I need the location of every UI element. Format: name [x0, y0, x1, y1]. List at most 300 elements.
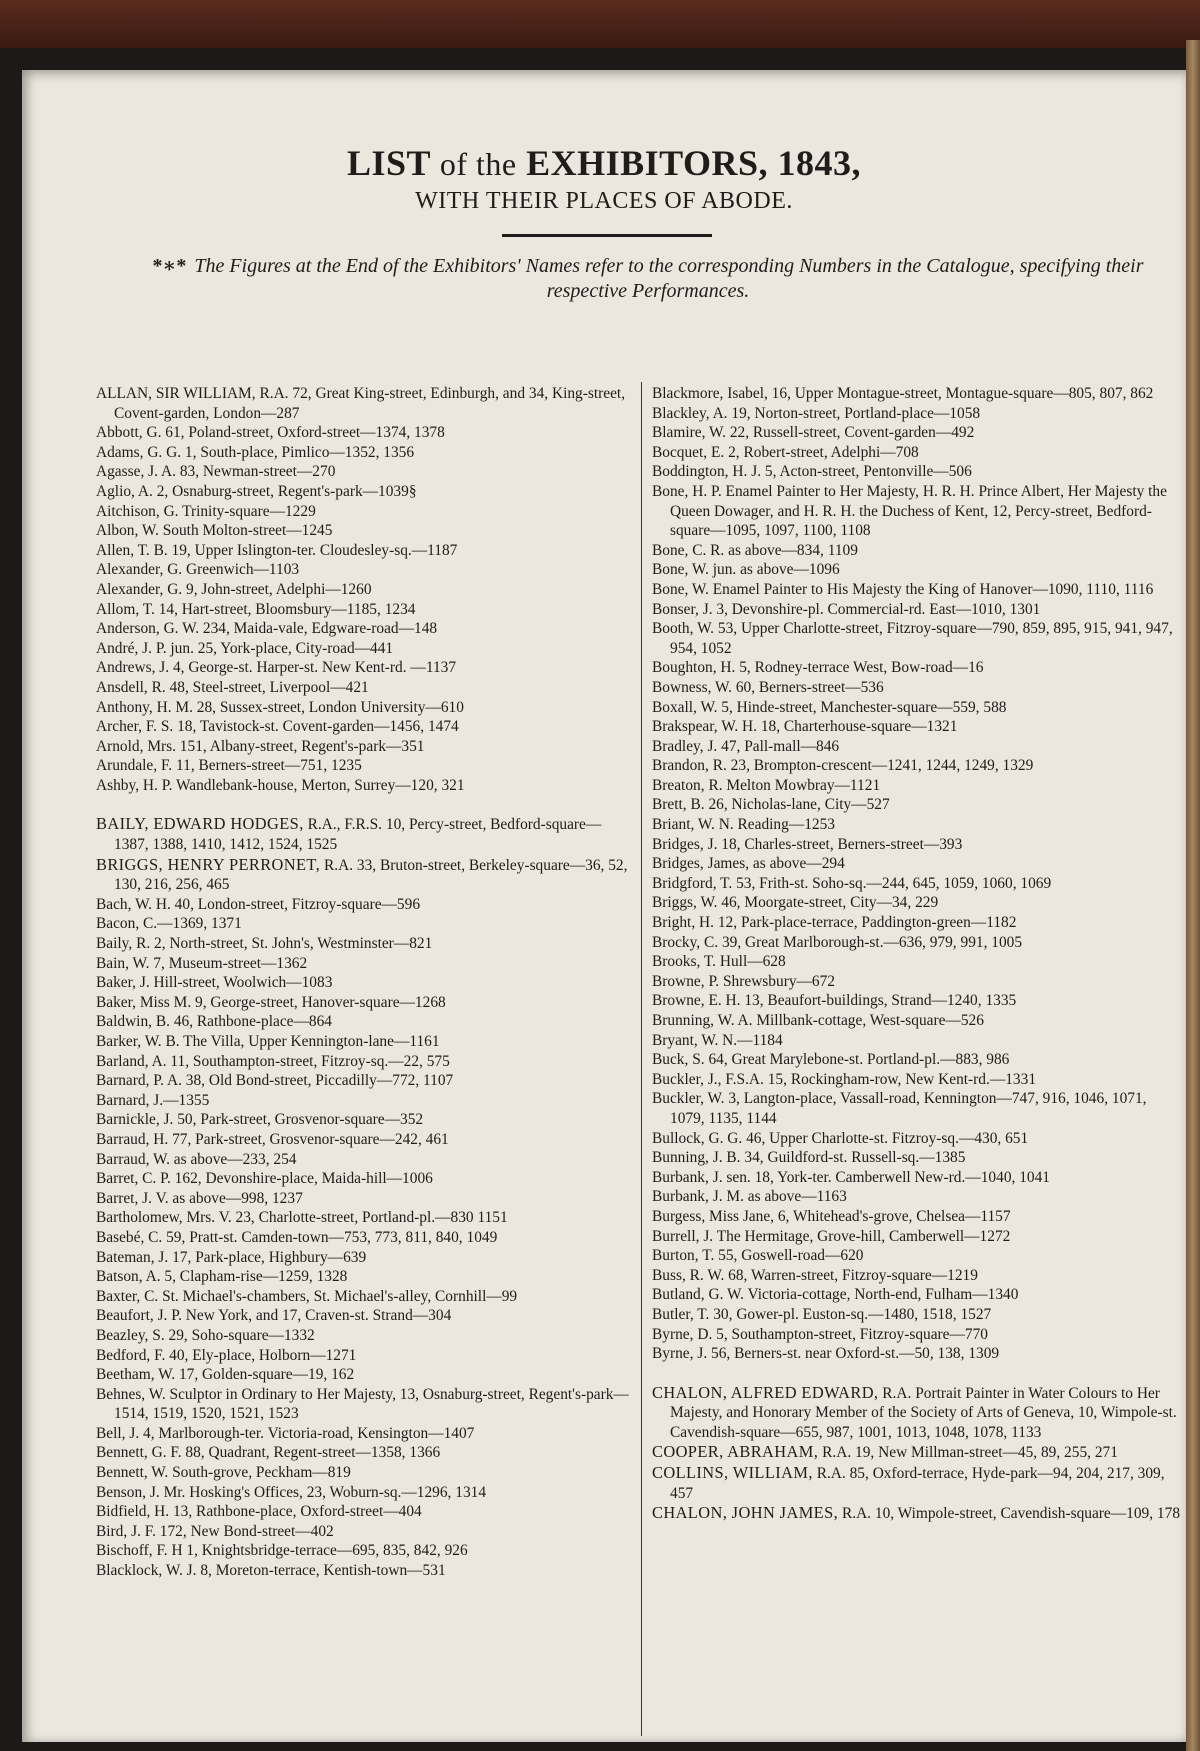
exhibitor-name: Anderson,: [96, 620, 160, 638]
exhibitor-name: Bischoff,: [96, 1542, 153, 1560]
exhibitor-entry: [96, 1169, 632, 1189]
exhibitor-entry: [96, 1385, 632, 1424]
exhibitor-name: Burgess,: [652, 1207, 706, 1225]
exhibitor-address-works: H. P. Enamel Painter to Her Majesty, H. R. H. Prince Albert, Her Majesty the Queen Dowager, and H. R. H. the Duchess of Kent, 12, Percy-street, Bedford-square—1095, 1097, 1100, 1108: [670, 482, 1167, 540]
exhibitor-entry: [652, 1227, 1182, 1247]
exhibitor-address-works: H. M. 28, Sussex-street, London University—610: [156, 698, 464, 716]
exhibitor-name: Arundale,: [96, 757, 158, 775]
exhibitor-name: Blackley,: [652, 404, 710, 422]
exhibitor-address-works: H. P. Wandlebank-house, Merton, Surrey—120, 321: [142, 776, 465, 794]
exhibitor-entry: [96, 954, 632, 974]
exhibitor-name: Blackmore,: [652, 385, 724, 402]
exhibitor-name: Baldwin,: [96, 1013, 153, 1031]
exhibitor-address-works: W. N. Reading—1253: [697, 816, 835, 834]
exhibitor-address-works: R. 48, Steel-street, Liverpool—421: [151, 678, 369, 696]
exhibitor-name: Agasse,: [96, 463, 145, 481]
catalogue-note: [118, 254, 1178, 304]
exhibitor-address-works: W. H. 40, London-street, Fitzroy-square—596: [135, 895, 421, 913]
exhibitor-entry: [96, 895, 632, 915]
page-subtitle: WITH THEIR PLACES OF ABODE.: [415, 188, 793, 214]
note-text: The Figures at the End of the Exhibitors' Names refer to the corresponding Numbers in the Catalogue, specifying their respective Performances.: [194, 255, 1144, 302]
exhibitor-address-works: W. Enamel Painter to His Majesty the King of Hanover—1090, 1110, 1116: [691, 580, 1154, 598]
exhibitor-entry: [652, 1246, 1182, 1266]
exhibitor-address-works: W. 53, Upper Charlotte-street, Fitzroy-square—790, 859, 895, 915, 941, 947, 954, 1052: [670, 620, 1173, 657]
exhibitor-name: Bone,: [652, 580, 689, 598]
exhibitor-name: Bach,: [96, 895, 132, 913]
exhibitor-name: Bartholomew,: [96, 1209, 183, 1227]
exhibitor-address-works: C. P. 162, Devonshire-place, Maida-hill—1006: [142, 1170, 433, 1188]
exhibitor-address-works: W. Sculptor in Ordinary to Her Majesty, 13, Osnaburg-street, Regent's-park—1514, 1519, 1520, 1521, 1523: [114, 1385, 629, 1423]
exhibitor-address-works: R.A. 33, Bruton-street, Berkeley-square—36, 52, 130, 216, 256, 465: [114, 856, 628, 894]
exhibitor-entry: [96, 1052, 632, 1072]
exhibitor-address-works: J.—1355: [153, 1091, 210, 1109]
exhibitor-entry: [652, 1129, 1182, 1149]
exhibitor-entry: [96, 619, 632, 639]
exhibitor-name: Bridgford,: [652, 874, 717, 892]
exhibitor-name: Bacon,: [96, 915, 140, 933]
exhibitor-address-works: J. 17, Park-place, Highbury—639: [158, 1248, 367, 1266]
exhibitor-address-works: B. 26, Nicholas-lane, City—527: [690, 796, 890, 814]
exhibitor-entry: [96, 993, 632, 1013]
exhibitor-entry: [652, 737, 1182, 757]
exhibitor-entry: [96, 1248, 632, 1268]
exhibitor-entry: [652, 1031, 1182, 1051]
exhibitor-address-works: W. H. 18, Charterhouse-square—1321: [721, 718, 958, 736]
exhibitor-name: Byrne,: [652, 1325, 694, 1343]
exhibitor-entry: [96, 737, 632, 757]
exhibitor-address-works: E. 2, Robert-street, Adelphi—708: [711, 443, 919, 461]
exhibitor-name: BAILY, EDWARD HODGES,: [96, 814, 304, 834]
exhibitor-entry: [96, 1091, 632, 1111]
exhibitor-address-works: R. Melton Mowbray—1121: [708, 776, 881, 794]
exhibitor-address-works: P. A. 38, Old Bond-street, Piccadilly—772, 1107: [153, 1072, 454, 1090]
exhibitor-name: Brandon,: [652, 757, 709, 775]
exhibitor-entry: [96, 1502, 632, 1522]
exhibitor-entry: [96, 658, 632, 678]
exhibitor-entry: [652, 443, 1182, 463]
exhibitor-entry: [96, 462, 632, 482]
exhibitor-address-works: C.—1369, 1371: [143, 915, 242, 933]
exhibitor-address-works: Mrs. V. 23, Charlotte-street, Portland-pl.—830 1151: [186, 1209, 508, 1227]
exhibitor-name: Barnard,: [96, 1091, 150, 1109]
exhibitor-entry: [652, 541, 1182, 561]
exhibitor-name: Barraud,: [96, 1130, 150, 1148]
exhibitor-address-works: H. 12, Park-place-terrace, Paddington-green—1182: [699, 914, 1017, 932]
exhibitor-name: Bright,: [652, 914, 696, 932]
exhibitor-entry: [652, 991, 1182, 1011]
exhibitor-name: André,: [96, 639, 139, 657]
exhibitor-entry: [652, 1503, 1182, 1524]
exhibitor-name: Basebé,: [96, 1228, 145, 1246]
exhibitor-entry: [96, 639, 632, 659]
exhibitor-address-works: J. A. 83, Newman-street—270: [148, 463, 336, 481]
exhibitor-entry: [96, 934, 632, 954]
exhibitor-address-works: H. 13, Rathbone-place, Oxford-street—404: [154, 1503, 422, 1521]
exhibitor-address-works: T. 55, Goswell-road—620: [702, 1247, 864, 1265]
exhibitor-address-works: R.A. 72, Great King-street, Edinburgh, and 34, King-street, Covent-garden, London—287: [114, 385, 626, 422]
exhibitor-name: Bridges,: [652, 835, 704, 853]
exhibitor-address-works: W. N.—1184: [701, 1031, 783, 1049]
exhibitor-address-works: R. W. 68, Warren-street, Fitzroy-square—1219: [689, 1266, 978, 1284]
exhibitor-address-works: B. 46, Rathbone-place—864: [155, 1013, 332, 1031]
exhibitor-address-works: E. H. 13, Beaufort-buildings, Strand—1240, 1335: [708, 992, 1017, 1010]
exhibitor-name: Brooks,: [652, 953, 701, 971]
exhibitor-entry: [652, 835, 1182, 855]
exhibitor-name: Breaton,: [652, 776, 705, 794]
exhibitor-name: Adams,: [96, 443, 144, 461]
exhibitor-name: Barnard,: [96, 1072, 150, 1090]
exhibitor-name: Albon,: [96, 522, 139, 540]
exhibitor-name: COOPER, ABRAHAM,: [652, 1442, 819, 1462]
exhibitor-entry: [96, 698, 632, 718]
exhibitor-address-works: J. 56, Berners-st. near Oxford-st.—50, 138, 1309: [697, 1345, 1000, 1363]
exhibitor-entry: [652, 580, 1182, 600]
title-list-word: LIST: [346, 143, 431, 183]
exhibitor-entry: [652, 952, 1182, 972]
exhibitor-name: Burbank,: [652, 1188, 709, 1206]
exhibitor-address-works: James, as above—294: [707, 855, 845, 873]
exhibitor-address-works: W. South Molton-street—1245: [141, 522, 333, 540]
exhibitor-entry: [96, 973, 632, 993]
book-cover-edge: [0, 0, 1200, 48]
exhibitor-address-works: W. 5, Hinde-street, Manchester-square—559, 588: [700, 698, 1007, 716]
exhibitor-name: Bryant,: [652, 1031, 698, 1049]
exhibitor-address-works: C. 39, Great Marlborough-st.—636, 979, 991, 1005: [704, 933, 1023, 951]
exhibitor-address-works: W. 60, Berners-street—536: [715, 678, 884, 696]
exhibitor-entry: [96, 1130, 632, 1150]
exhibitor-name: Batson,: [96, 1268, 143, 1286]
exhibitor-address-works: J. 4, George-st. Harper-st. New Kent-rd. —1137: [159, 659, 457, 677]
exhibitor-name: Bedford,: [96, 1346, 151, 1364]
exhibitor-address-works: R.A. 10, Wimpole-street, Cavendish-square—109, 178: [841, 1505, 1181, 1523]
exhibitor-name: COLLINS, WILLIAM,: [652, 1463, 813, 1483]
exhibitor-name: Bradley,: [652, 737, 704, 755]
exhibitor-name: Allom,: [96, 600, 140, 618]
exhibitor-name: Barret,: [96, 1170, 139, 1188]
exhibitor-entry: [652, 776, 1182, 796]
exhibitor-entry: [96, 580, 632, 600]
exhibitor-address-works: A. 19, Norton-street, Portland-place—1058: [712, 404, 981, 422]
exhibitor-entry: [652, 1207, 1182, 1227]
exhibitor-address-works: C. 59, Pratt-st. Camden-town—753, 773, 811, 840, 1049: [148, 1228, 498, 1246]
exhibitor-entry: [96, 1267, 632, 1287]
exhibitor-address-works: P. Shrewsbury—672: [708, 972, 835, 990]
exhibitor-entry: [652, 1285, 1182, 1305]
exhibitor-name: Bidfield,: [96, 1503, 151, 1521]
exhibitor-name: Bowness,: [652, 678, 712, 696]
exhibitor-entry: [652, 1187, 1182, 1207]
exhibitor-address-works: F. 11, Berners-street—751, 1235: [160, 757, 362, 775]
exhibitor-entry: [652, 1089, 1182, 1128]
exhibitor-entry: [96, 1346, 632, 1366]
exhibitor-entry: [652, 678, 1182, 698]
exhibitor-address-works: J. 50, Park-street, Grosvenor-square—352: [163, 1111, 424, 1129]
exhibitor-entry: [96, 678, 632, 698]
exhibitor-entry: [652, 560, 1182, 580]
exhibitor-address-works: J. F. 172, New Bond-street—402: [131, 1522, 334, 1540]
exhibitor-name: Arnold,: [96, 737, 144, 755]
exhibitor-name: Burton,: [652, 1247, 699, 1265]
exhibitor-entry: [96, 600, 632, 620]
exhibitor-entry: [652, 423, 1182, 443]
exhibitor-name: Beazley,: [96, 1326, 149, 1344]
exhibitor-list-left: [96, 384, 632, 1581]
exhibitor-address-works: G. W. 234, Maida-vale, Edgware-road—148: [163, 620, 438, 638]
exhibitor-address-works: H. J. 5, Acton-street, Pentonville—506: [732, 463, 972, 481]
exhibitor-entry: [652, 698, 1182, 718]
exhibitor-name: Browne,: [652, 992, 705, 1010]
exhibitor-entry: [96, 756, 632, 776]
exhibitor-name: ALLAN, SIR WILLIAM,: [96, 385, 256, 402]
exhibitor-name: Bone,: [652, 561, 689, 579]
exhibitor-name: Blamire,: [652, 424, 706, 442]
exhibitor-name: Butland,: [652, 1286, 705, 1304]
exhibitor-name: Bonser,: [652, 600, 699, 618]
exhibitor-name: Briggs,: [652, 894, 697, 912]
exhibitor-entry: [652, 893, 1182, 913]
exhibitor-address-works: G. F. 88, Quadrant, Regent-street—1358, 1366: [151, 1444, 441, 1462]
exhibitor-address-works: D. 5, Southampton-street, Fitzroy-square—770: [697, 1325, 988, 1343]
exhibitor-entry: [652, 619, 1182, 658]
exhibitor-entry: [96, 1561, 632, 1581]
exhibitor-entry: [652, 1442, 1182, 1463]
exhibitor-entry: [652, 1168, 1182, 1188]
exhibitor-address-works: J. V. as above—998, 1237: [142, 1189, 303, 1207]
exhibitor-name: Aglio,: [96, 482, 135, 500]
exhibitor-name: Beetham,: [96, 1366, 155, 1384]
exhibitor-name: Bridges,: [652, 855, 704, 873]
exhibitor-address-works: W. 17, Golden-square—19, 162: [158, 1366, 355, 1384]
exhibitor-name: Bennett,: [96, 1464, 148, 1482]
section-gap: [96, 795, 632, 814]
exhibitor-entry: [652, 795, 1182, 815]
exhibitor-address-works: J. Mr. Hosking's Offices, 23, Woburn-sq.—1296, 1314: [149, 1483, 487, 1501]
exhibitor-address-works: J. 18, Charles-street, Berners-street—393: [707, 835, 963, 853]
exhibitor-name: Barker,: [96, 1033, 142, 1050]
exhibitor-entry: [652, 1305, 1182, 1325]
exhibitor-name: Beaufort,: [96, 1307, 154, 1325]
exhibitor-name: Ansdell,: [96, 678, 148, 696]
exhibitor-address-works: J. 4, Marlborough-ter. Victoria-road, Kensington—1407: [129, 1424, 475, 1442]
exhibitor-entry: [96, 1306, 632, 1326]
exhibitor-entry: [652, 933, 1182, 953]
exhibitor-address-works: R.A. Portrait Painter in Water Colours to Her Majesty, and Honorary Member of the Society of Arts of Geneva, 10, Wimpole-st. Cavendish-square—655, 987, 1001, 1013, 1048, 1078, 1133: [670, 1384, 1177, 1441]
exhibitor-name: Barraud,: [96, 1150, 150, 1168]
exhibitor-name: Bain,: [96, 954, 129, 972]
exhibitor-address-works: Miss Jane, 6, Whitehead's-grove, Chelsea—1157: [709, 1207, 1011, 1225]
note-asterisks: *∗*: [152, 255, 187, 277]
exhibitor-address-works: F. 40, Ely-place, Holborn—1271: [154, 1346, 357, 1364]
exhibitor-entry: [652, 1070, 1182, 1090]
exhibitor-name: Buss,: [652, 1266, 686, 1284]
exhibitor-name: Baker,: [96, 974, 136, 992]
exhibitor-name: Aitchison,: [96, 502, 160, 520]
exhibitor-entry: [652, 404, 1182, 424]
exhibitor-name: Booth,: [652, 620, 694, 638]
exhibitor-name: Browne,: [652, 972, 705, 990]
exhibitor-entry: [96, 384, 632, 423]
exhibitor-address-works: G. G. 1, South-place, Pimlico—1352, 1356: [147, 443, 415, 461]
exhibitor-name: Blacklock,: [96, 1562, 163, 1580]
exhibitor-entry: [96, 482, 632, 502]
exhibitor-name: Bullock,: [652, 1129, 705, 1147]
exhibitor-name: Allen,: [96, 541, 135, 559]
exhibitor-address-works: R.A. 19, New Millman-street—45, 89, 255, 271: [822, 1444, 1118, 1462]
exhibitor-address-works: G. G. 46, Upper Charlotte-st. Fitzroy-sq.—430, 651: [708, 1129, 1029, 1147]
exhibitor-name: Bunning,: [652, 1149, 709, 1167]
exhibitor-entry: [96, 1287, 632, 1307]
exhibitor-name: Bocquet,: [652, 443, 708, 461]
exhibitor-name: Buckler,: [652, 1070, 704, 1088]
exhibitor-name: Brocky,: [652, 933, 701, 951]
exhibitor-entry: [652, 815, 1182, 835]
exhibitor-entry: [652, 874, 1182, 894]
exhibitor-address-works: W. jun. as above—1096: [691, 561, 840, 579]
catalogue-page: [22, 70, 1186, 1742]
exhibitor-list-right: [652, 384, 1182, 1524]
exhibitor-entry: [96, 1228, 632, 1248]
exhibitor-entry: [96, 1150, 632, 1170]
exhibitor-name: Brunning,: [652, 1012, 714, 1029]
exhibitor-address-works: J. sen. 18, York-ter. Camberwell New-rd.—1040, 1041: [712, 1168, 1050, 1186]
exhibitor-address-works: A. 11, Southampton-street, Fitzroy-sq.—22, 575: [151, 1052, 450, 1070]
exhibitor-address-works: J. P. jun. 25, York-place, City-road—441: [142, 639, 394, 657]
exhibitor-name: Boddington,: [652, 463, 729, 481]
exhibitor-address-works: S. 29, Soho-square—1332: [152, 1326, 315, 1344]
exhibitor-address-works: J. 3, Devonshire-pl. Commercial-rd. East—1010, 1301: [702, 600, 1041, 618]
exhibitor-address-works: A. 2, Osnaburg-street, Regent's-park—1039§: [137, 482, 417, 500]
exhibitor-entry: [652, 756, 1182, 776]
exhibitor-name: Brakspear,: [652, 718, 718, 736]
title-rule: [502, 234, 712, 237]
exhibitor-name: Barnickle,: [96, 1111, 160, 1129]
exhibitor-entry: [96, 560, 632, 580]
exhibitor-name: Buckler,: [652, 1090, 704, 1108]
exhibitor-address-works: T. Hull—628: [703, 953, 786, 971]
exhibitor-entry: [96, 1032, 632, 1052]
exhibitor-name: Alexander,: [96, 580, 164, 598]
exhibitor-entry: [652, 1011, 1182, 1031]
exhibitor-address-works: J. M. as above—1163: [712, 1188, 847, 1206]
exhibitor-name: Benson,: [96, 1483, 147, 1501]
exhibitor-entry: [96, 814, 632, 854]
exhibitor-entry: [96, 541, 632, 561]
exhibitor-entry: [652, 600, 1182, 620]
exhibitor-entry: [652, 1383, 1182, 1443]
exhibitor-entry: [96, 1522, 632, 1542]
exhibitor-entry: [652, 482, 1182, 541]
exhibitor-name: Bird,: [96, 1522, 128, 1540]
exhibitor-entry: [652, 913, 1182, 933]
title-main-words: EXHIBITORS, 1843,: [526, 143, 862, 183]
exhibitor-name: Baker,: [96, 993, 136, 1011]
exhibitor-address-works: J. Hill-street, Woolwich—1083: [139, 974, 333, 992]
exhibitor-entry: [96, 1110, 632, 1130]
column-divider: [641, 382, 642, 1736]
exhibitor-name: Bennett,: [96, 1444, 148, 1462]
exhibitor-entry: [652, 717, 1182, 737]
exhibitor-name: Ashby,: [96, 776, 140, 794]
exhibitor-entry: [652, 462, 1182, 482]
exhibitor-entry: [96, 855, 632, 895]
exhibitor-name: Burrell,: [652, 1227, 700, 1245]
exhibitor-address-works: A. 5, Clapham-rise—1259, 1328: [145, 1268, 348, 1286]
exhibitor-entry: [652, 1463, 1182, 1503]
exhibitor-name: Brett,: [652, 796, 687, 814]
exhibitor-entry: [96, 1208, 632, 1228]
exhibitor-address-works: H. 5, Rodney-terrace West, Bow-road—16: [720, 659, 984, 677]
section-gap: [652, 1364, 1182, 1383]
exhibitor-address-works: W. South-grove, Peckham—819: [151, 1464, 351, 1482]
exhibitor-address-works: W. J. 8, Moreton-terrace, Kentish-town—531: [165, 1562, 446, 1580]
exhibitor-entry: [96, 502, 632, 522]
exhibitor-address-works: J. The Hermitage, Grove-hill, Camberwell—1272: [703, 1227, 1011, 1245]
exhibitor-name: Briant,: [652, 816, 695, 834]
exhibitor-address-works: T. 53, Frith-st. Soho-sq.—244, 645, 1059, 1060, 1069: [720, 874, 1052, 892]
exhibitor-name: Behnes,: [96, 1385, 146, 1403]
exhibitor-address-works: R.A., F.R.S. 10, Percy-street, Bedford-square—1387, 1388, 1410, 1412, 1524, 1525: [114, 816, 602, 854]
exhibitor-address-works: R.A. 85, Oxford-terrace, Hyde-park—94, 204, 217, 309, 457: [670, 1465, 1165, 1502]
exhibitor-address-works: R. 23, Brompton-crescent—1241, 1244, 1249, 1329: [712, 757, 1034, 775]
exhibitor-name: Butler,: [652, 1305, 694, 1323]
exhibitor-entry: [96, 914, 632, 934]
exhibitor-name: Bone,: [652, 541, 689, 559]
exhibitor-address-works: C. R. as above—834, 1109: [692, 541, 858, 559]
exhibitor-address-works: W. B. The Villa, Upper Kennington-lane—1161: [144, 1033, 440, 1050]
exhibitor-name: Bone,: [652, 482, 689, 500]
exhibitor-address-works: G. W. Victoria-cottage, North-end, Fulham—1340: [708, 1286, 1019, 1304]
exhibitor-name: Boughton,: [652, 659, 717, 677]
exhibitor-address-works: J. P. New York, and 17, Craven-st. Strand—304: [157, 1307, 452, 1325]
exhibitor-entry: [96, 1071, 632, 1091]
exhibitor-entry: [96, 1012, 632, 1032]
exhibitor-address-works: Isabel, 16, Upper Montague-street, Montague-square—805, 807, 862: [727, 385, 1154, 402]
exhibitor-name: CHALON, JOHN JAMES,: [652, 1503, 839, 1523]
exhibitor-name: Abbott,: [96, 424, 143, 442]
exhibitor-address-works: Mrs. 151, Albany-street, Regent's-park—351: [147, 737, 425, 755]
exhibitor-address-works: J. B. 34, Guildford-st. Russell-sq.—1385: [712, 1149, 966, 1167]
exhibitor-name: Byrne,: [652, 1345, 694, 1363]
exhibitor-name: Bateman,: [96, 1248, 155, 1266]
exhibitor-entry: [652, 1050, 1182, 1070]
exhibitor-address-works: W. 46, Moorgate-street, City—34, 229: [700, 894, 939, 912]
exhibitor-address-works: W. A. Millbank-cottage, West-square—526: [717, 1012, 984, 1029]
exhibitor-name: Barland,: [96, 1052, 149, 1070]
exhibitor-name: CHALON, ALFRED EDWARD,: [652, 1382, 879, 1402]
exhibitor-address-works: C. St. Michael's-chambers, St. Michael's-alley, Cornhill—99: [144, 1287, 518, 1305]
exhibitor-address-works: R. 2, North-street, St. John's, Westminster—821: [136, 935, 433, 953]
exhibitor-address-works: T. 30, Gower-pl. Euston-sq.—1480, 1518, 1527: [697, 1305, 992, 1323]
exhibitor-name: Anthony,: [96, 698, 153, 716]
exhibitor-name: Baxter,: [96, 1287, 141, 1305]
exhibitor-address-works: G. Trinity-square—1229: [163, 502, 316, 520]
exhibitor-address-works: J. 47, Pall-mall—846: [707, 737, 840, 755]
exhibitor-name: Boxall,: [652, 698, 697, 716]
title-of-words: of the: [439, 146, 517, 182]
book-spine: [1186, 40, 1200, 1751]
exhibitor-entry: [96, 1483, 632, 1503]
exhibitor-address-works: F. H 1, Knightsbridge-terrace—695, 835, 842, 926: [156, 1542, 468, 1560]
exhibitor-name: Alexander,: [96, 561, 164, 579]
exhibitor-entry: [652, 972, 1182, 992]
exhibitor-entry: [652, 854, 1182, 874]
exhibitor-address-works: G. 61, Poland-street, Oxford-street—1374, 1378: [146, 424, 445, 442]
exhibitor-name: Baily,: [96, 935, 133, 953]
exhibitor-entry: [652, 1344, 1182, 1364]
exhibitor-entry: [96, 423, 632, 443]
exhibitor-name: Archer,: [96, 718, 142, 736]
exhibitor-entry: [96, 1463, 632, 1483]
